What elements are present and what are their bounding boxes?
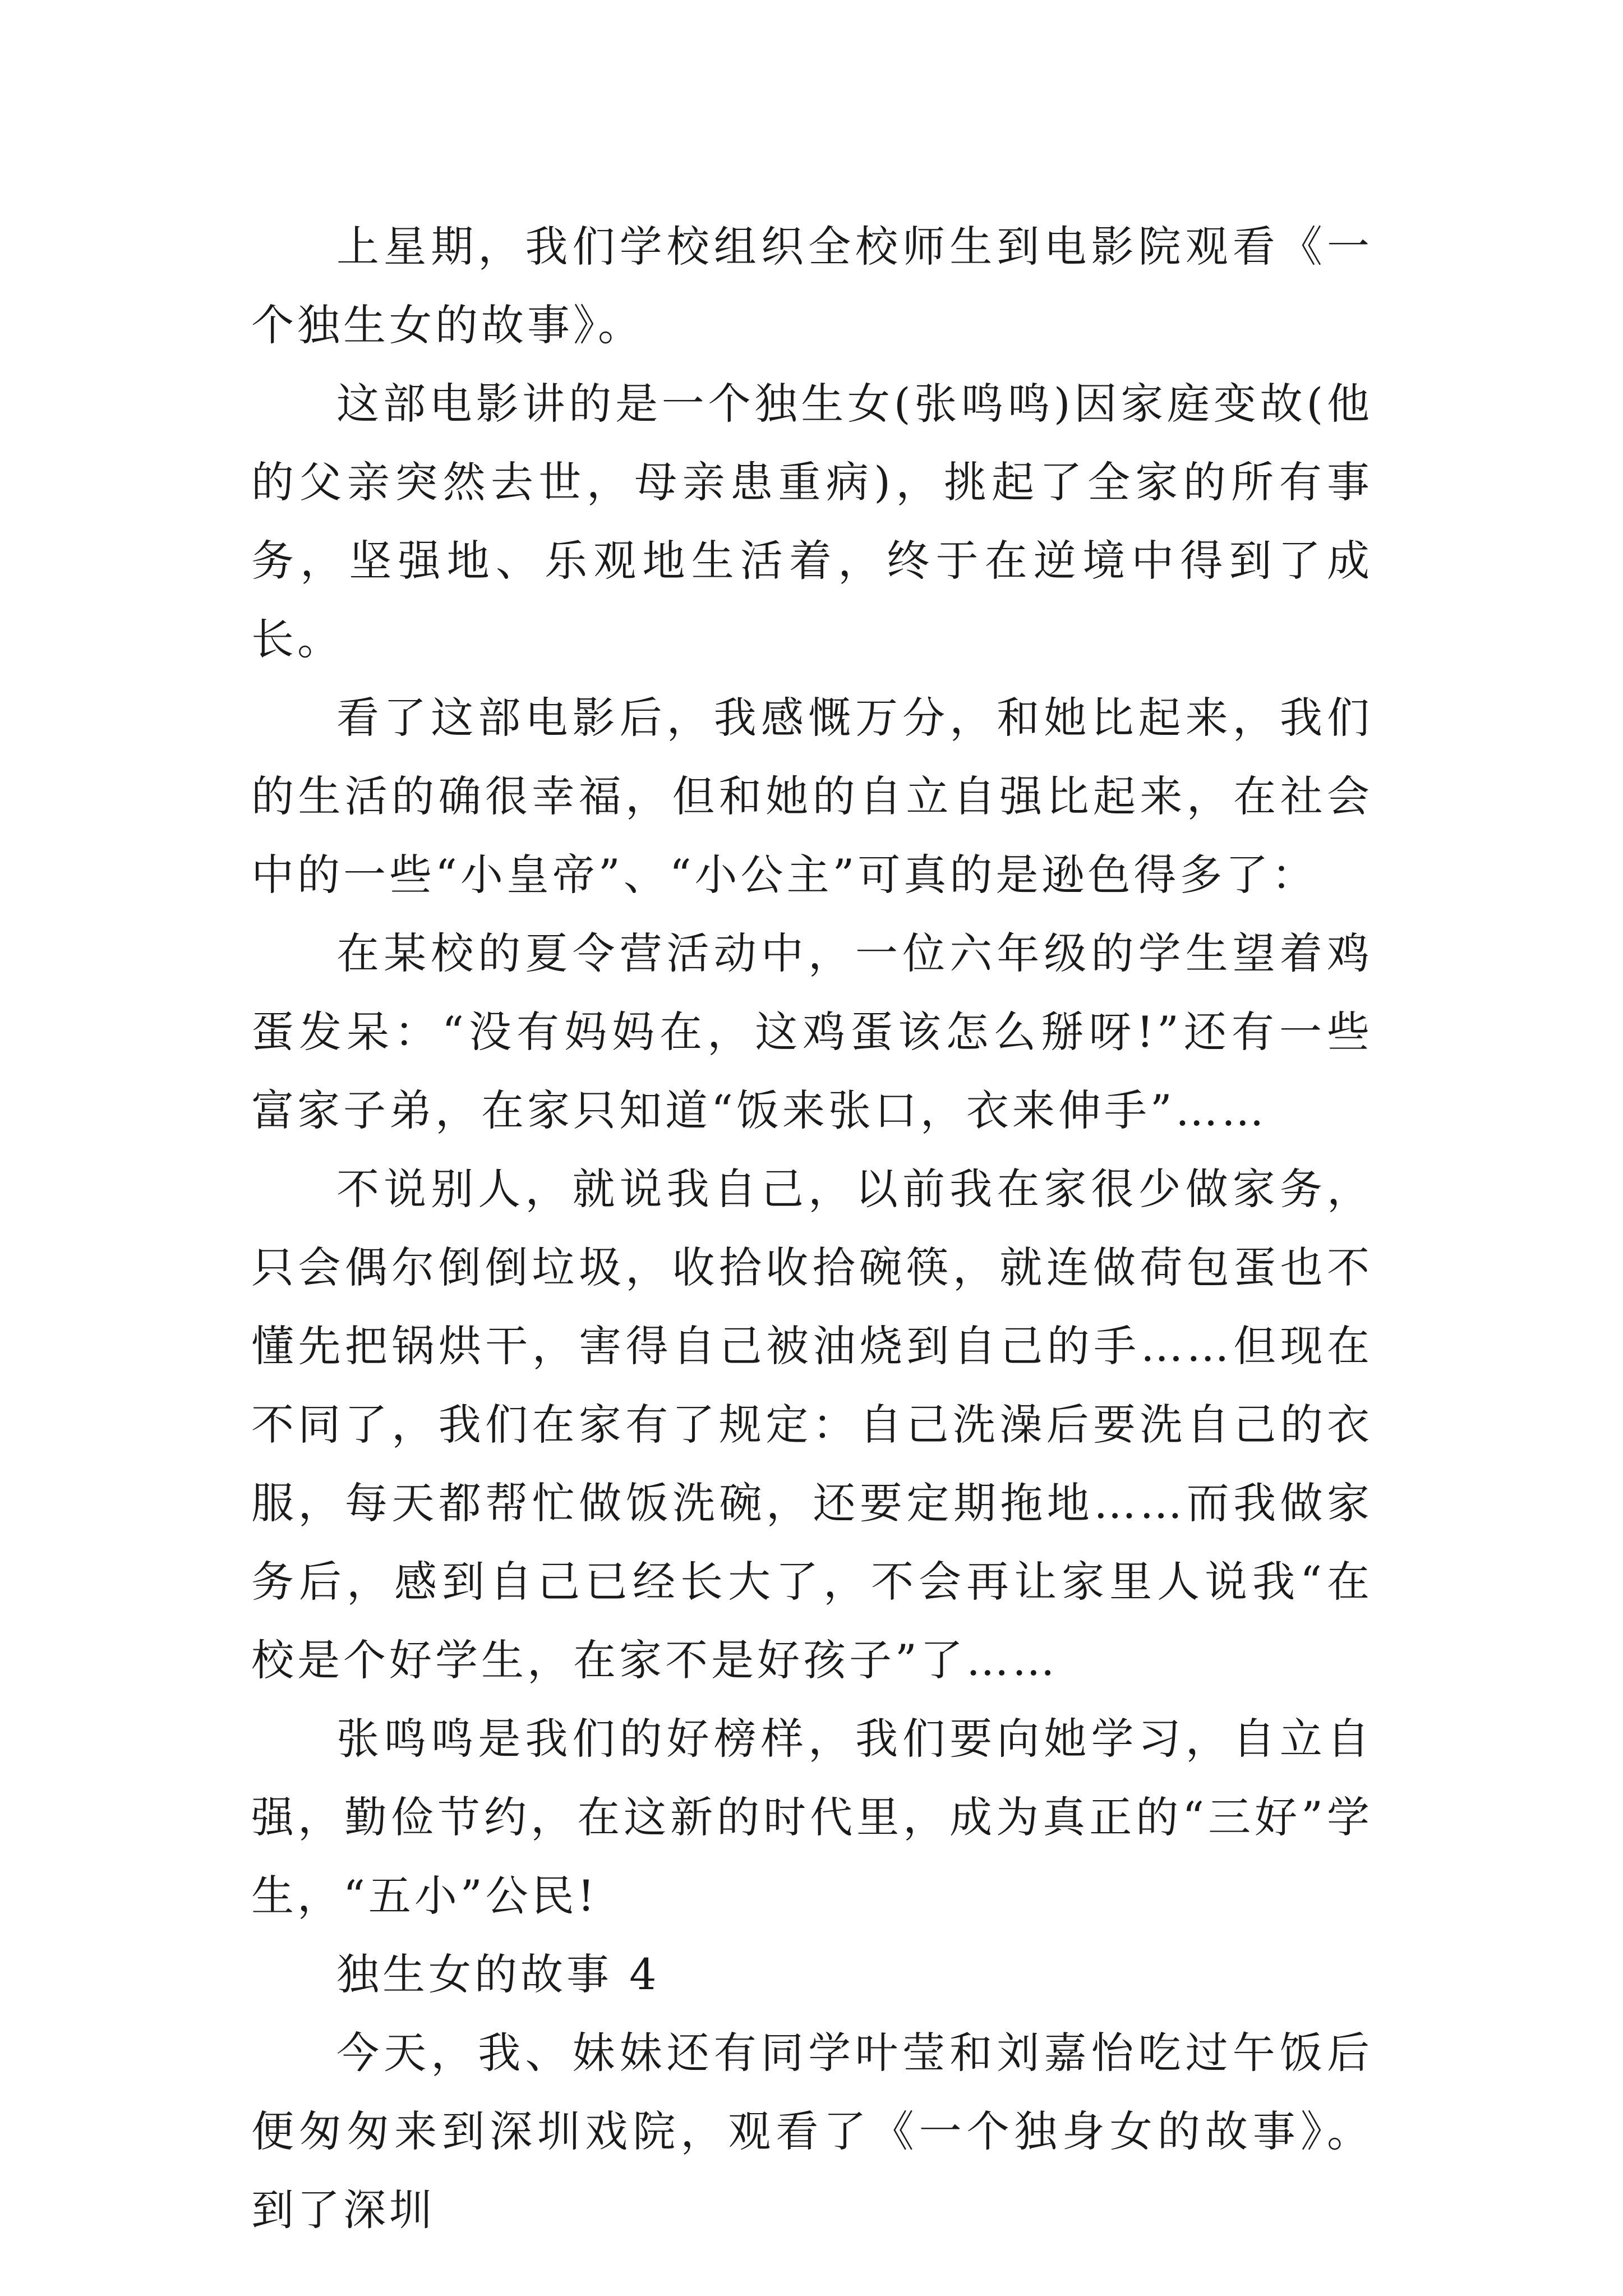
document-body xyxy=(251,208,1373,2249)
paragraph-4: 在某校的夏令营活动中，一位六年级的学生望着鸡蛋发呆：“没有妈妈在，这鸡蛋该怎么掰呀!”还有一些富家子弟，在家只知道“饭来张口，衣来伸手”…… xyxy=(251,928,1373,1135)
paragraph-2: 这部电影讲的是一个独生女(张鸣鸣)因家庭变故(他的父亲突然去世，母亲患重病)，挑起了全家的所有事务，坚强地、乐观地生活着，终于在逆境中得到了成长。 xyxy=(251,379,1373,664)
section-heading: 独生女的故事 4 xyxy=(336,1949,660,1999)
paragraph-3: 看了这部电影后，我感慨万分，和她比起来，我们的生活的确很幸福，但和她的自立自强比起来，在社会中的一些“小皇帝”、“小公主”可真的是逊色得多了： xyxy=(251,693,1373,900)
paragraph-7: 今天，我、妹妹还有同学叶莹和刘嘉怡吃过午饭后便匆匆来到深圳戏院，观看了《一个独身女的故事》。到了深圳 xyxy=(251,2028,1373,2235)
paragraph-1: 上星期，我们学校组织全校师生到电影院观看《一个独生女的故事》。 xyxy=(251,222,1373,350)
paragraph-6: 张鸣鸣是我们的好榜样，我们要向她学习，自立自强，勤俭节约，在这新的时代里，成为真正的“三好”学生，“五小”公民! xyxy=(251,1714,1373,1921)
paragraph-5: 不说别人，就说我自己，以前我在家很少做家务，只会偶尔倒倒垃圾，收拾收拾碗筷，就连做荷包蛋也不懂先把锅烘干，害得自己被油烧到自己的手……但现在不同了，我们在家有了规定：自己洗澡后要洗自己的衣服，每天都帮忙做饭洗碗，还要定期拖地……而我做家务后，感到自己已经长大了，不会再让家里人说我“在校是个好学生，在家不是好孩子”了…… xyxy=(251,1164,1373,1685)
